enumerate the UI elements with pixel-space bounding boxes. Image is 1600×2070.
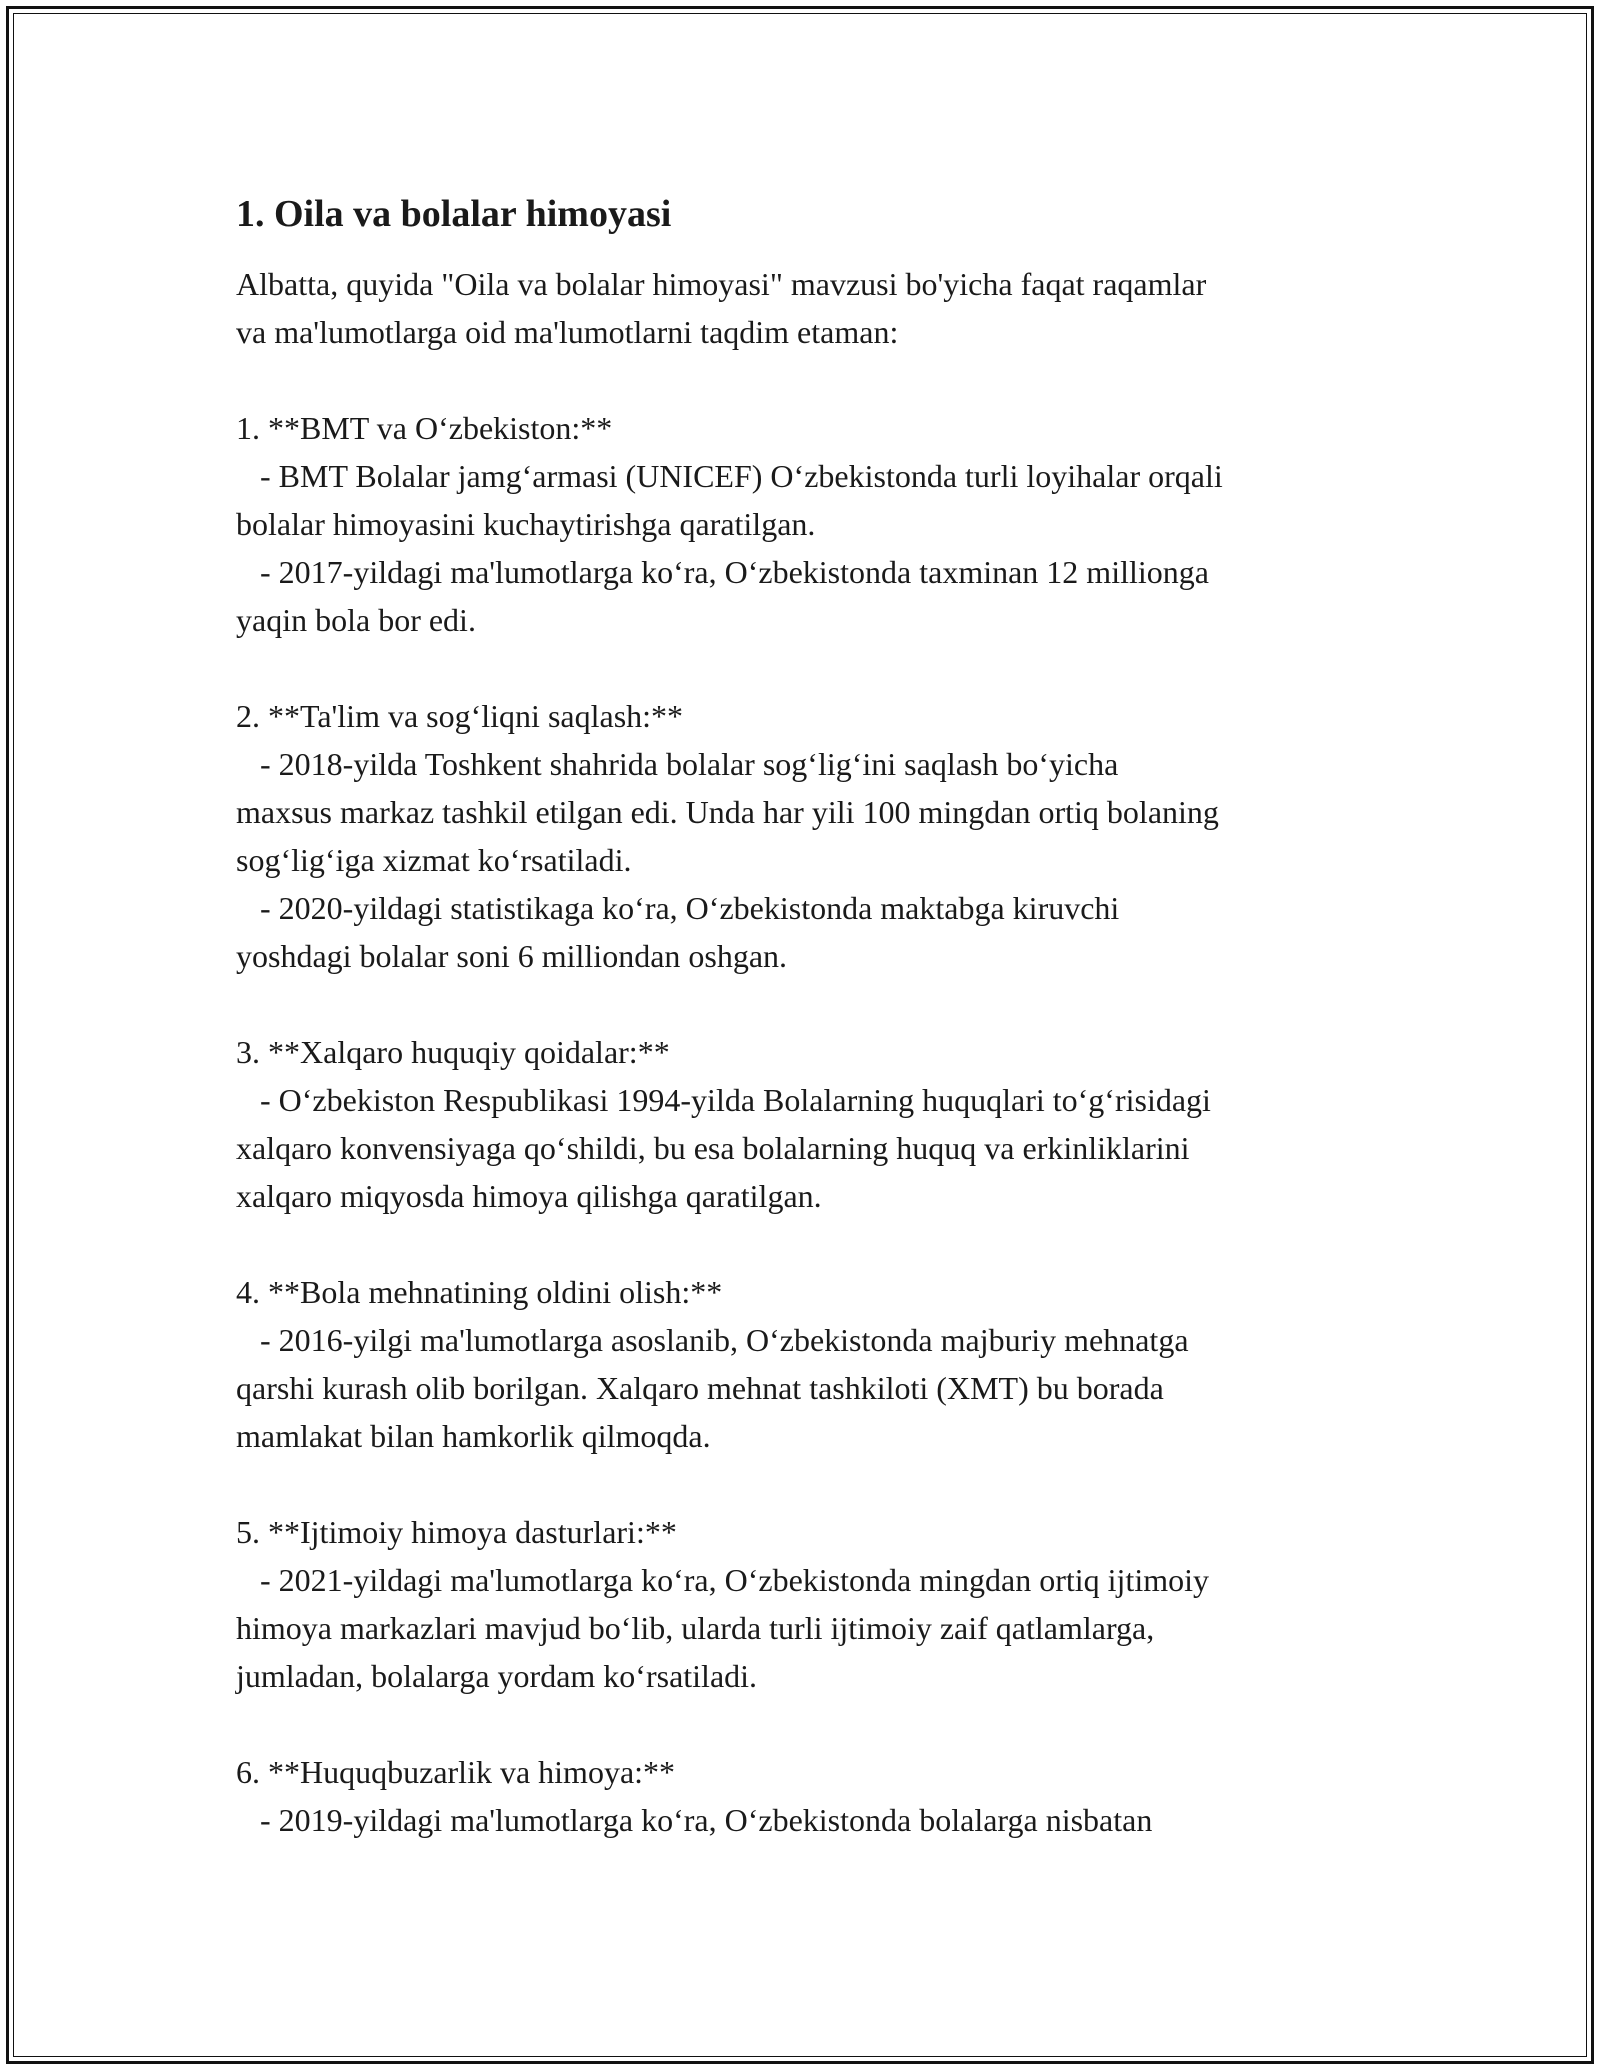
section-6 xyxy=(236,1748,1396,1844)
section-5 xyxy=(236,1508,1396,1700)
document-page xyxy=(236,190,1396,1844)
section-bullet: - 2020-yildagi statistikaga ko‘ra, O‘zbekistonda maktabga kiruvchi yoshdagi bolalar soni 6 milliondan oshgan. xyxy=(236,890,1120,974)
document-title: 1. Oila va bolalar himoyasi xyxy=(236,193,672,235)
section-3 xyxy=(236,1028,1396,1220)
spacer xyxy=(236,1220,1396,1268)
spacer xyxy=(236,1460,1396,1508)
section-1 xyxy=(236,404,1396,644)
spacer xyxy=(236,1700,1396,1748)
section-bullet: - 2016-yilgi ma'lumotlarga asoslanib, O‘zbekistonda majburiy mehnatga qarshi kurash olib borilgan. Xalqaro mehnat tashkiloti (XMT) bu borada mamlakat bilan hamkorlik qilmoqda. xyxy=(236,1322,1189,1454)
section-heading: 5. **Ijtimoiy himoya dasturlari:** xyxy=(236,1514,677,1550)
section-heading: 4. **Bola mehnatining oldini olish:** xyxy=(236,1274,723,1310)
section-bullet: - O‘zbekiston Respublikasi 1994-yilda Bolalarning huquqlari to‘g‘risidagi xalqaro konvensiyaga qo‘shildi, bu esa bolalarning huquq va erkinliklarini xalqaro miqyosda himoya qilishga qaratilgan. xyxy=(236,1082,1211,1214)
section-heading: 6. **Huquqbuzarlik va himoya:** xyxy=(236,1754,676,1790)
intro-paragraph: Albatta, quyida "Oila va bolalar himoyasi" mavzusi bo'yicha faqat raqamlar va ma'lumotlarga oid ma'lumotlarni taqdim etaman: xyxy=(236,266,1207,350)
section-heading: 3. **Xalqaro huquqiy qoidalar:** xyxy=(236,1034,670,1070)
spacer xyxy=(236,356,1396,404)
section-bullet: - 2021-yildagi ma'lumotlarga ko‘ra, O‘zbekistonda mingdan ortiq ijtimoiy himoya markazlari mavjud bo‘lib, ularda turli ijtimoiy zaif qatlamlarga, jumladan, bolalarga yordam ko‘rsatiladi. xyxy=(236,1562,1209,1694)
spacer xyxy=(236,644,1396,692)
section-heading: 1. **BMT va O‘zbekiston:** xyxy=(236,410,613,446)
section-bullet: - 2019-yildagi ma'lumotlarga ko‘ra, O‘zbekistonda bolalarga nisbatan xyxy=(236,1802,1153,1838)
section-heading: 2. **Ta'lim va sog‘liqni saqlash:** xyxy=(236,698,684,734)
section-2 xyxy=(236,692,1396,980)
spacer xyxy=(236,980,1396,1028)
section-bullet: - 2017-yildagi ma'lumotlarga ko‘ra, O‘zbekistonda taxminan 12 millionga yaqin bola bor edi. xyxy=(236,554,1209,638)
section-bullet: - 2018-yilda Toshkent shahrida bolalar sog‘lig‘ini saqlash bo‘yicha maxsus markaz tashkil etilgan edi. Unda har yili 100 mingdan ortiq bolaning sog‘lig‘iga xizmat ko‘rsatiladi. xyxy=(236,746,1219,878)
section-4 xyxy=(236,1268,1396,1460)
section-bullet: - BMT Bolalar jamg‘armasi (UNICEF) O‘zbekistonda turli loyihalar orqali bolalar himoyasini kuchaytirishga qaratilgan. xyxy=(236,458,1223,542)
